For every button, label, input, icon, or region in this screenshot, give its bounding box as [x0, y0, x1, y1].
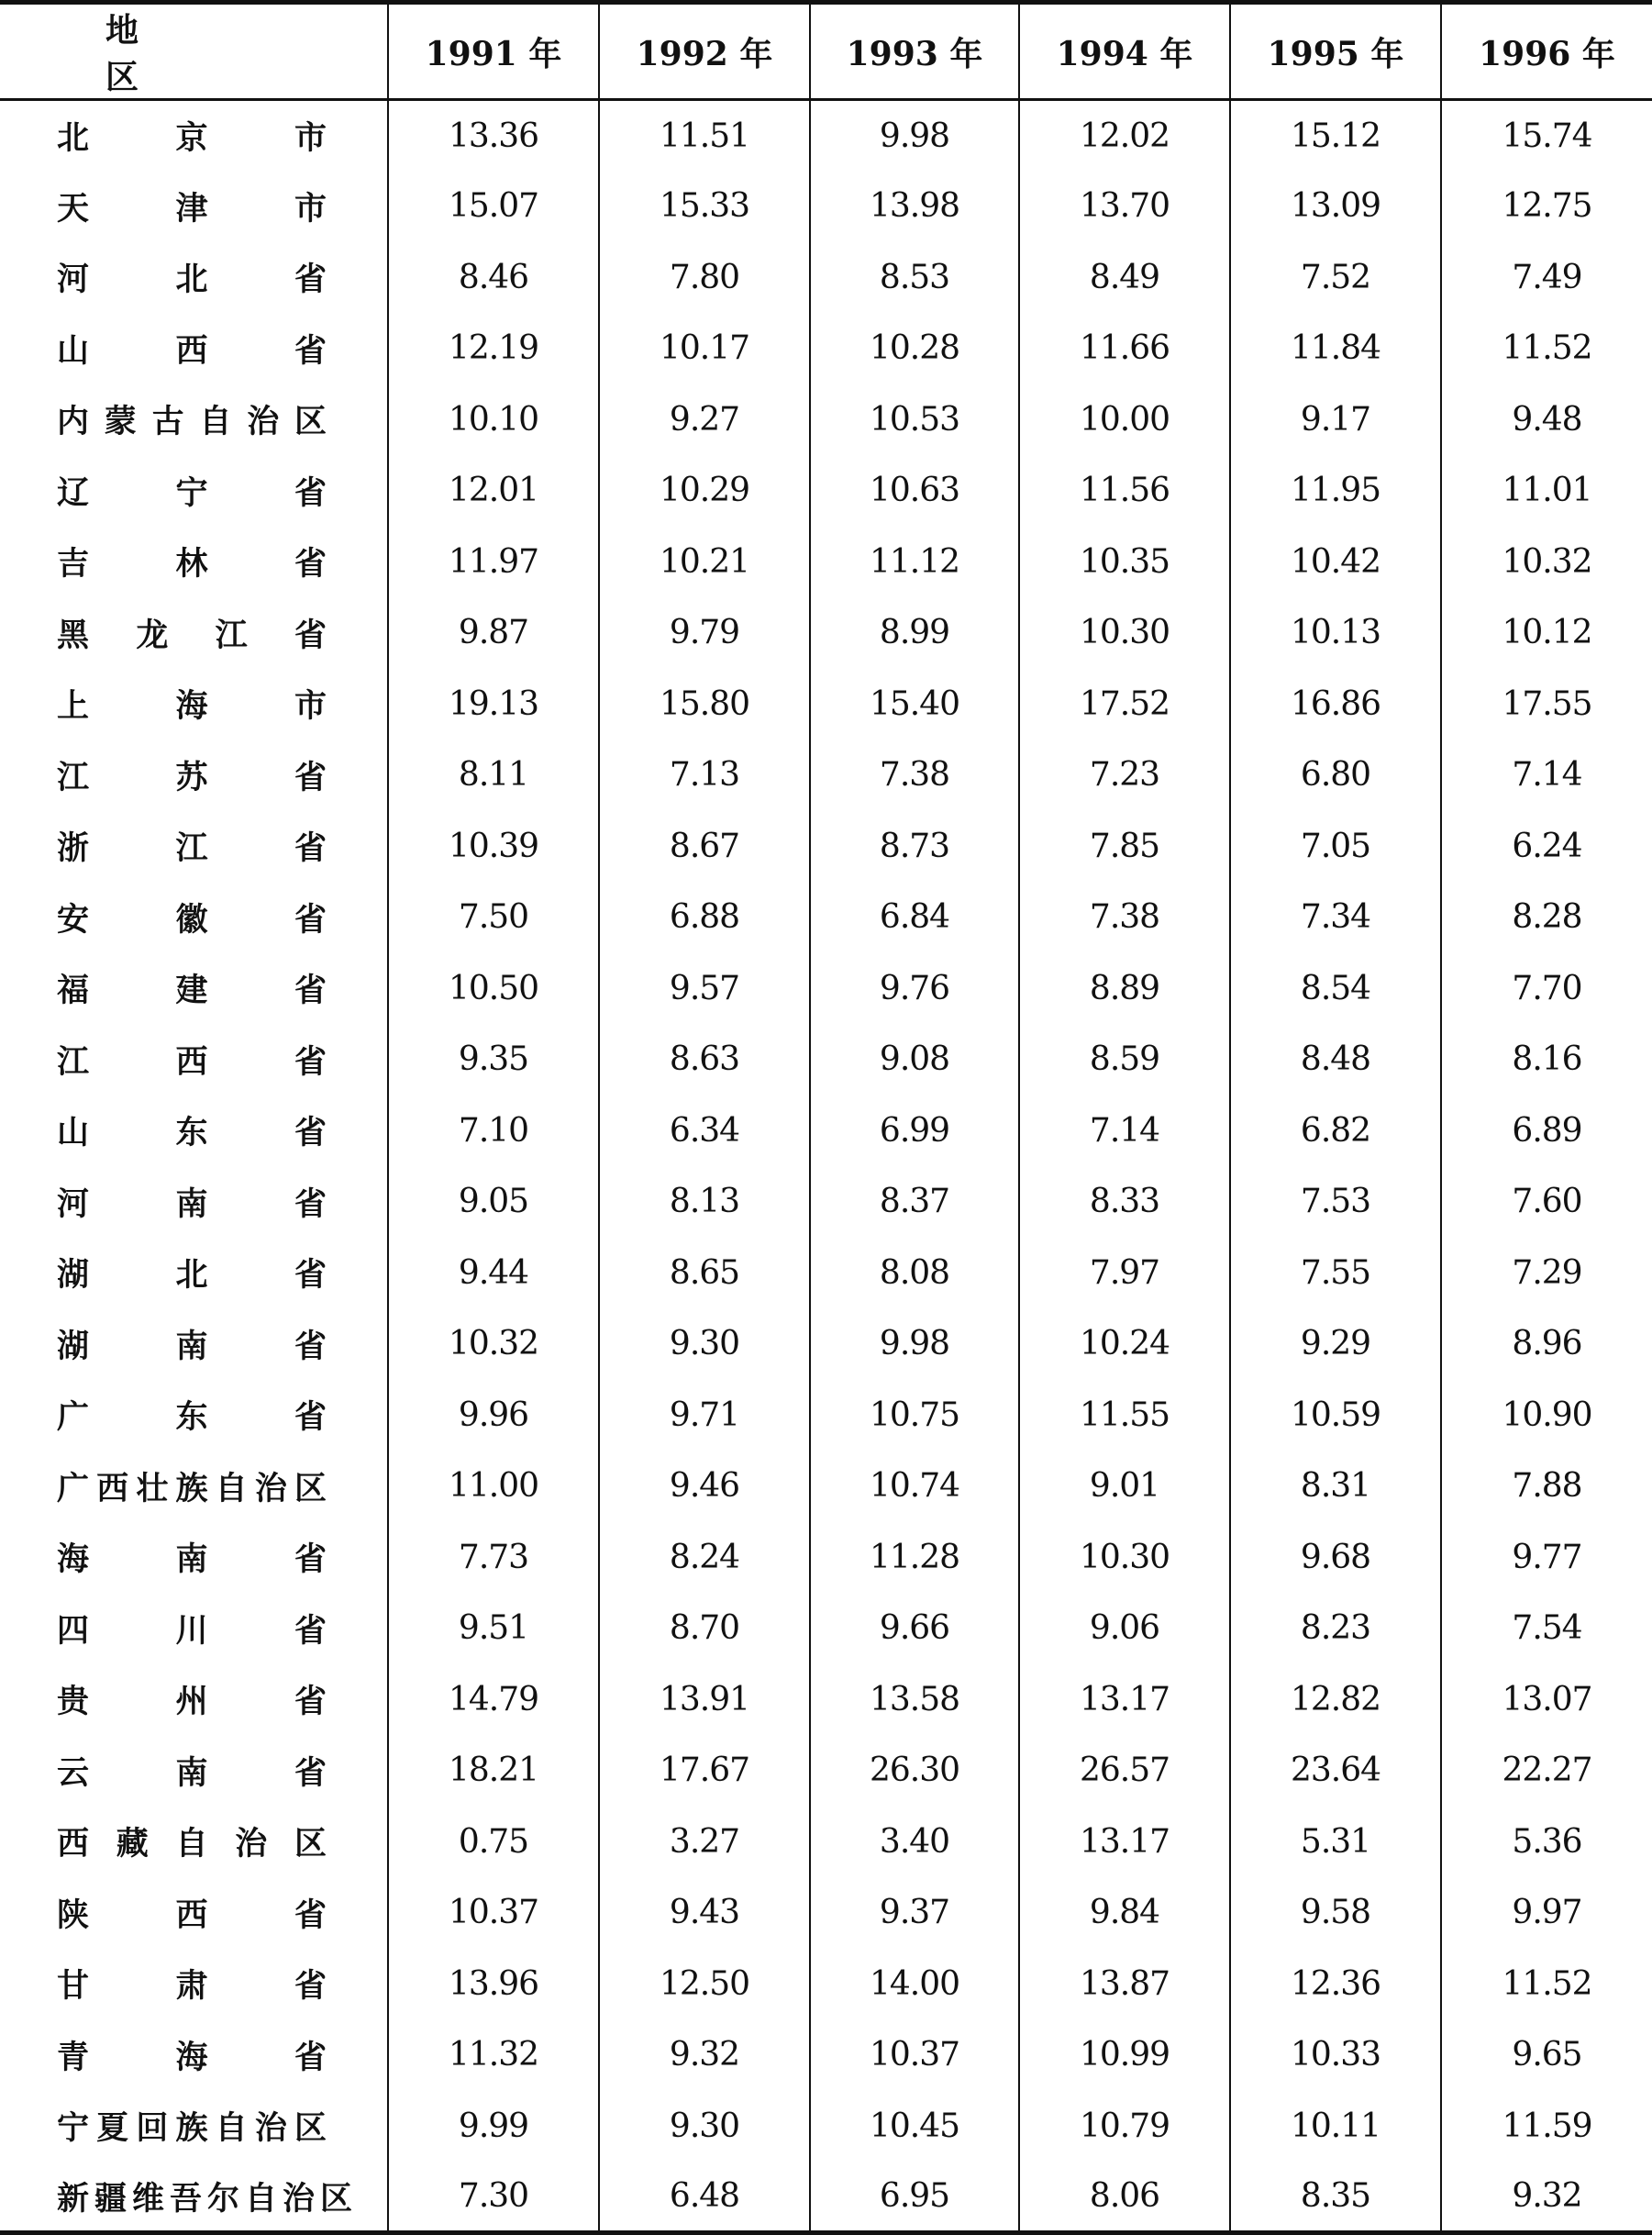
region-name: 宁夏回族自治区 [57, 2110, 332, 2148]
value-cell-1996: 11.52 [1441, 313, 1652, 384]
value-cell-1992: 12.50 [599, 1949, 810, 2020]
value-cell-1995: 5.31 [1230, 1807, 1441, 1878]
value-cell-1992: 15.33 [599, 171, 810, 242]
value-cell-1996: 9.65 [1441, 2019, 1652, 2091]
value-cell-1994: 10.30 [1019, 597, 1230, 669]
value-cell-1996: 5.36 [1441, 1807, 1652, 1878]
value-cell-1995: 8.23 [1230, 1593, 1441, 1664]
region-name: 天 津 市 [57, 190, 332, 228]
value-cell-1992: 8.67 [599, 811, 810, 883]
table-header [0, 3, 1652, 100]
region-cell [0, 811, 388, 883]
value-cell-1996: 7.60 [1441, 1166, 1652, 1238]
value-cell-1996: 15.74 [1441, 100, 1652, 172]
value-cell-1993: 8.08 [810, 1238, 1019, 1309]
value-cell-1995: 12.82 [1230, 1664, 1441, 1736]
region-cell [0, 1308, 388, 1380]
region-name: 吉 林 省 [57, 546, 332, 584]
value-cell-1995: 16.86 [1230, 669, 1441, 740]
value-cell-1995: 6.80 [1230, 739, 1441, 811]
value-cell-1996: 7.70 [1441, 953, 1652, 1025]
value-cell-1994: 7.85 [1019, 811, 1230, 883]
value-cell-1991: 9.96 [388, 1380, 599, 1451]
value-cell-1996: 9.32 [1441, 2162, 1652, 2233]
region-cell [0, 1949, 388, 2020]
value-cell-1994: 8.89 [1019, 953, 1230, 1025]
value-cell-1993: 10.74 [810, 1451, 1019, 1522]
value-cell-1992: 9.79 [599, 597, 810, 669]
value-cell-1992: 9.43 [599, 1877, 810, 1949]
value-cell-1996: 6.89 [1441, 1095, 1652, 1167]
value-cell-1992: 3.27 [599, 1807, 810, 1878]
value-cell-1994: 8.06 [1019, 2162, 1230, 2233]
value-cell-1993: 9.98 [810, 1308, 1019, 1380]
value-cell-1996: 22.27 [1441, 1735, 1652, 1807]
value-cell-1992: 17.67 [599, 1735, 810, 1807]
value-cell-1995: 8.48 [1230, 1024, 1441, 1095]
table-row [0, 882, 1652, 953]
value-cell-1994: 7.14 [1019, 1095, 1230, 1167]
value-cell-1996: 7.29 [1441, 1238, 1652, 1309]
region-name: 四 川 省 [57, 1612, 332, 1650]
value-cell-1996: 7.14 [1441, 739, 1652, 811]
table-row [0, 2019, 1652, 2091]
region-name: 黑 龙 江 省 [57, 617, 332, 654]
value-cell-1995: 11.95 [1230, 455, 1441, 527]
value-cell-1994: 7.23 [1019, 739, 1230, 811]
value-cell-1996: 12.75 [1441, 171, 1652, 242]
region-name: 安 徽 省 [57, 901, 332, 939]
table-row [0, 100, 1652, 172]
table-row [0, 1095, 1652, 1167]
table-row [0, 1024, 1652, 1095]
value-cell-1994: 10.79 [1019, 2091, 1230, 2163]
region-cell [0, 2091, 388, 2163]
value-cell-1991: 10.50 [388, 953, 599, 1025]
value-cell-1993: 10.28 [810, 313, 1019, 384]
value-cell-1992: 9.27 [599, 384, 810, 456]
table-row [0, 1807, 1652, 1878]
region-cell [0, 2019, 388, 2091]
value-cell-1994: 11.55 [1019, 1380, 1230, 1451]
value-cell-1995: 7.52 [1230, 242, 1441, 314]
header-region [0, 3, 388, 100]
value-cell-1993: 14.00 [810, 1949, 1019, 2020]
value-cell-1991: 9.44 [388, 1238, 599, 1309]
region-name: 上 海 市 [57, 688, 332, 726]
table-row [0, 1949, 1652, 2020]
value-cell-1992: 9.32 [599, 2019, 810, 2091]
region-name: 内蒙古自治区 [57, 404, 332, 441]
value-cell-1995: 9.17 [1230, 384, 1441, 456]
value-cell-1994: 8.49 [1019, 242, 1230, 314]
table-row [0, 2162, 1652, 2233]
value-cell-1993: 11.28 [810, 1522, 1019, 1594]
table-row [0, 171, 1652, 242]
header-year-1993: 1993 年 [810, 3, 1019, 100]
value-cell-1994: 7.38 [1019, 882, 1230, 953]
value-cell-1996: 6.24 [1441, 811, 1652, 883]
region-cell [0, 597, 388, 669]
value-cell-1996: 8.28 [1441, 882, 1652, 953]
value-cell-1992: 10.17 [599, 313, 810, 384]
value-cell-1991: 13.96 [388, 1949, 599, 2020]
region-name: 福 建 省 [57, 973, 332, 1010]
value-cell-1996: 10.12 [1441, 597, 1652, 669]
value-cell-1995: 10.42 [1230, 527, 1441, 598]
region-cell [0, 2162, 388, 2233]
value-cell-1993: 26.30 [810, 1735, 1019, 1807]
value-cell-1993: 8.37 [810, 1166, 1019, 1238]
value-cell-1995: 7.34 [1230, 882, 1441, 953]
value-cell-1996: 8.96 [1441, 1308, 1652, 1380]
table-row [0, 1735, 1652, 1807]
value-cell-1991: 10.37 [388, 1877, 599, 1949]
region-cell [0, 527, 388, 598]
value-cell-1995: 9.29 [1230, 1308, 1441, 1380]
value-cell-1993: 15.40 [810, 669, 1019, 740]
value-cell-1993: 11.12 [810, 527, 1019, 598]
value-cell-1996: 11.52 [1441, 1949, 1652, 2020]
value-cell-1995: 9.58 [1230, 1877, 1441, 1949]
value-cell-1993: 9.76 [810, 953, 1019, 1025]
value-cell-1994: 13.70 [1019, 171, 1230, 242]
value-cell-1991: 9.99 [388, 2091, 599, 2163]
value-cell-1993: 9.98 [810, 100, 1019, 172]
value-cell-1996: 17.55 [1441, 669, 1652, 740]
region-name: 新疆维吾尔自治区 [57, 2180, 359, 2218]
value-cell-1992: 8.13 [599, 1166, 810, 1238]
value-cell-1994: 17.52 [1019, 669, 1230, 740]
value-cell-1991: 9.51 [388, 1593, 599, 1664]
table-row [0, 953, 1652, 1025]
value-cell-1991: 14.79 [388, 1664, 599, 1736]
value-cell-1996: 9.48 [1441, 384, 1652, 456]
value-cell-1991: 9.35 [388, 1024, 599, 1095]
table-row [0, 1877, 1652, 1949]
value-cell-1992: 6.34 [599, 1095, 810, 1167]
value-cell-1991: 10.10 [388, 384, 599, 456]
value-cell-1995: 8.35 [1230, 2162, 1441, 2233]
table-row [0, 455, 1652, 527]
value-cell-1992: 8.65 [599, 1238, 810, 1309]
value-cell-1993: 3.40 [810, 1807, 1019, 1878]
value-cell-1994: 11.56 [1019, 455, 1230, 527]
region-name: 青 海 省 [57, 2039, 332, 2076]
region-cell [0, 1593, 388, 1664]
header-region-label: 地 区 [105, 12, 272, 96]
value-cell-1994: 13.17 [1019, 1807, 1230, 1878]
value-cell-1994: 10.30 [1019, 1522, 1230, 1594]
region-name: 山 西 省 [57, 332, 332, 370]
value-cell-1996: 7.54 [1441, 1593, 1652, 1664]
value-cell-1992: 8.63 [599, 1024, 810, 1095]
region-cell [0, 1877, 388, 1949]
value-cell-1995: 10.11 [1230, 2091, 1441, 2163]
value-cell-1991: 19.13 [388, 669, 599, 740]
region-cell [0, 1380, 388, 1451]
value-cell-1991: 10.39 [388, 811, 599, 883]
region-cell [0, 1664, 388, 1736]
table-row [0, 1308, 1652, 1380]
value-cell-1995: 8.31 [1230, 1451, 1441, 1522]
value-cell-1991: 9.87 [388, 597, 599, 669]
region-name: 西 藏 自 治 区 [57, 1826, 332, 1863]
value-cell-1993: 13.58 [810, 1664, 1019, 1736]
value-cell-1991: 11.32 [388, 2019, 599, 2091]
table-row [0, 2091, 1652, 2163]
value-cell-1992: 15.80 [599, 669, 810, 740]
value-cell-1994: 10.24 [1019, 1308, 1230, 1380]
value-cell-1992: 9.30 [599, 1308, 810, 1380]
value-cell-1994: 12.02 [1019, 100, 1230, 172]
value-cell-1992: 8.70 [599, 1593, 810, 1664]
table-body [0, 100, 1652, 2233]
region-cell [0, 1807, 388, 1878]
value-cell-1992: 9.46 [599, 1451, 810, 1522]
value-cell-1994: 8.59 [1019, 1024, 1230, 1095]
value-cell-1993: 10.63 [810, 455, 1019, 527]
value-cell-1992: 9.71 [599, 1380, 810, 1451]
table-row [0, 1380, 1652, 1451]
region-name: 海 南 省 [57, 1541, 332, 1579]
value-cell-1995: 12.36 [1230, 1949, 1441, 2020]
value-cell-1991: 8.11 [388, 739, 599, 811]
value-cell-1994: 10.35 [1019, 527, 1230, 598]
region-cell [0, 384, 388, 456]
value-cell-1992: 10.29 [599, 455, 810, 527]
region-name: 北 京 市 [57, 120, 332, 157]
value-cell-1993: 10.45 [810, 2091, 1019, 2163]
region-cell [0, 739, 388, 811]
value-cell-1992: 10.21 [599, 527, 810, 598]
table-row [0, 242, 1652, 314]
value-cell-1991: 12.19 [388, 313, 599, 384]
table-row [0, 811, 1652, 883]
value-cell-1991: 0.75 [388, 1807, 599, 1878]
value-cell-1996: 13.07 [1441, 1664, 1652, 1736]
value-cell-1996: 11.01 [1441, 455, 1652, 527]
region-name: 浙 江 省 [57, 830, 332, 868]
value-cell-1993: 13.98 [810, 171, 1019, 242]
region-name: 广 东 省 [57, 1399, 332, 1437]
value-cell-1993: 6.99 [810, 1095, 1019, 1167]
value-cell-1995: 7.55 [1230, 1238, 1441, 1309]
region-cell [0, 1238, 388, 1309]
region-name: 江 苏 省 [57, 759, 332, 796]
region-name: 陕 西 省 [57, 1896, 332, 1934]
region-cell [0, 171, 388, 242]
value-cell-1996: 7.88 [1441, 1451, 1652, 1522]
value-cell-1991: 7.10 [388, 1095, 599, 1167]
value-cell-1995: 7.53 [1230, 1166, 1441, 1238]
value-cell-1995: 10.59 [1230, 1380, 1441, 1451]
value-cell-1992: 7.80 [599, 242, 810, 314]
value-cell-1995: 6.82 [1230, 1095, 1441, 1167]
table-row [0, 739, 1652, 811]
header-year-1992: 1992 年 [599, 3, 810, 100]
table-row [0, 1593, 1652, 1664]
region-cell [0, 1024, 388, 1095]
value-cell-1993: 8.73 [810, 811, 1019, 883]
value-cell-1994: 13.17 [1019, 1664, 1230, 1736]
value-cell-1992: 6.48 [599, 2162, 810, 2233]
header-year-1991: 1991 年 [388, 3, 599, 100]
value-cell-1996: 11.59 [1441, 2091, 1652, 2163]
value-cell-1991: 9.05 [388, 1166, 599, 1238]
value-cell-1994: 26.57 [1019, 1735, 1230, 1807]
value-cell-1994: 9.06 [1019, 1593, 1230, 1664]
region-cell [0, 313, 388, 384]
value-cell-1994: 7.97 [1019, 1238, 1230, 1309]
region-name: 辽 宁 省 [57, 474, 332, 512]
region-name: 甘 肃 省 [57, 1968, 332, 2006]
value-cell-1993: 10.53 [810, 384, 1019, 456]
value-cell-1991: 13.36 [388, 100, 599, 172]
table-row [0, 597, 1652, 669]
table-row [0, 1664, 1652, 1736]
value-cell-1993: 8.53 [810, 242, 1019, 314]
value-cell-1995: 10.33 [1230, 2019, 1441, 2091]
value-cell-1995: 11.84 [1230, 313, 1441, 384]
value-cell-1992: 7.13 [599, 739, 810, 811]
value-cell-1991: 7.50 [388, 882, 599, 953]
region-cell [0, 953, 388, 1025]
value-cell-1993: 9.66 [810, 1593, 1019, 1664]
value-cell-1992: 6.88 [599, 882, 810, 953]
region-cell [0, 1735, 388, 1807]
value-cell-1994: 10.99 [1019, 2019, 1230, 2091]
value-cell-1993: 8.99 [810, 597, 1019, 669]
value-cell-1991: 10.32 [388, 1308, 599, 1380]
value-cell-1993: 7.38 [810, 739, 1019, 811]
value-cell-1991: 7.73 [388, 1522, 599, 1594]
value-cell-1993: 10.75 [810, 1380, 1019, 1451]
region-name: 云 南 省 [57, 1754, 332, 1792]
table-row [0, 1451, 1652, 1522]
value-cell-1996: 7.49 [1441, 242, 1652, 314]
region-name: 河 北 省 [57, 261, 332, 299]
region-name: 广西壮族自治区 [57, 1470, 332, 1507]
value-cell-1991: 8.46 [388, 242, 599, 314]
region-cell [0, 1166, 388, 1238]
table-row [0, 1166, 1652, 1238]
value-cell-1996: 8.16 [1441, 1024, 1652, 1095]
value-cell-1996: 9.77 [1441, 1522, 1652, 1594]
value-cell-1992: 11.51 [599, 100, 810, 172]
value-cell-1992: 9.30 [599, 2091, 810, 2163]
region-cell [0, 100, 388, 172]
value-cell-1992: 9.57 [599, 953, 810, 1025]
header-year-1995: 1995 年 [1230, 3, 1441, 100]
value-cell-1991: 15.07 [388, 171, 599, 242]
value-cell-1996: 10.32 [1441, 527, 1652, 598]
table-row [0, 527, 1652, 598]
value-cell-1994: 10.00 [1019, 384, 1230, 456]
value-cell-1993: 9.08 [810, 1024, 1019, 1095]
region-cell [0, 1095, 388, 1167]
region-name: 贵 州 省 [57, 1684, 332, 1721]
value-cell-1991: 11.97 [388, 527, 599, 598]
value-cell-1995: 23.64 [1230, 1735, 1441, 1807]
value-cell-1991: 7.30 [388, 2162, 599, 2233]
value-cell-1996: 10.90 [1441, 1380, 1652, 1451]
value-cell-1992: 13.91 [599, 1664, 810, 1736]
value-cell-1991: 12.01 [388, 455, 599, 527]
value-cell-1992: 8.24 [599, 1522, 810, 1594]
table-row [0, 384, 1652, 456]
region-name: 湖 北 省 [57, 1257, 332, 1295]
table-row [0, 313, 1652, 384]
header-year-1996: 1996 年 [1441, 3, 1652, 100]
header-year-1994: 1994 年 [1019, 3, 1230, 100]
value-cell-1994: 9.01 [1019, 1451, 1230, 1522]
region-cell [0, 242, 388, 314]
region-cell [0, 669, 388, 740]
region-cell [0, 882, 388, 953]
value-cell-1994: 13.87 [1019, 1949, 1230, 2020]
region-cell [0, 1522, 388, 1594]
value-cell-1994: 11.66 [1019, 313, 1230, 384]
table-row [0, 1238, 1652, 1309]
region-cell [0, 455, 388, 527]
value-cell-1993: 9.37 [810, 1877, 1019, 1949]
value-cell-1995: 7.05 [1230, 811, 1441, 883]
region-name: 山 东 省 [57, 1115, 332, 1152]
value-cell-1991: 18.21 [388, 1735, 599, 1807]
value-cell-1996: 9.97 [1441, 1877, 1652, 1949]
value-cell-1995: 8.54 [1230, 953, 1441, 1025]
value-cell-1993: 6.95 [810, 2162, 1019, 2233]
value-cell-1991: 11.00 [388, 1451, 599, 1522]
value-cell-1994: 9.84 [1019, 1877, 1230, 1949]
region-name: 江 西 省 [57, 1043, 332, 1081]
table-row [0, 669, 1652, 740]
value-cell-1995: 9.68 [1230, 1522, 1441, 1594]
table-row [0, 1522, 1652, 1594]
region-name: 河 南 省 [57, 1185, 332, 1223]
value-cell-1993: 10.37 [810, 2019, 1019, 2091]
region-name: 湖 南 省 [57, 1328, 332, 1365]
value-cell-1993: 6.84 [810, 882, 1019, 953]
value-cell-1995: 15.12 [1230, 100, 1441, 172]
value-cell-1994: 8.33 [1019, 1166, 1230, 1238]
value-cell-1995: 13.09 [1230, 171, 1441, 242]
value-cell-1995: 10.13 [1230, 597, 1441, 669]
header-row [0, 3, 1652, 100]
region-cell [0, 1451, 388, 1522]
